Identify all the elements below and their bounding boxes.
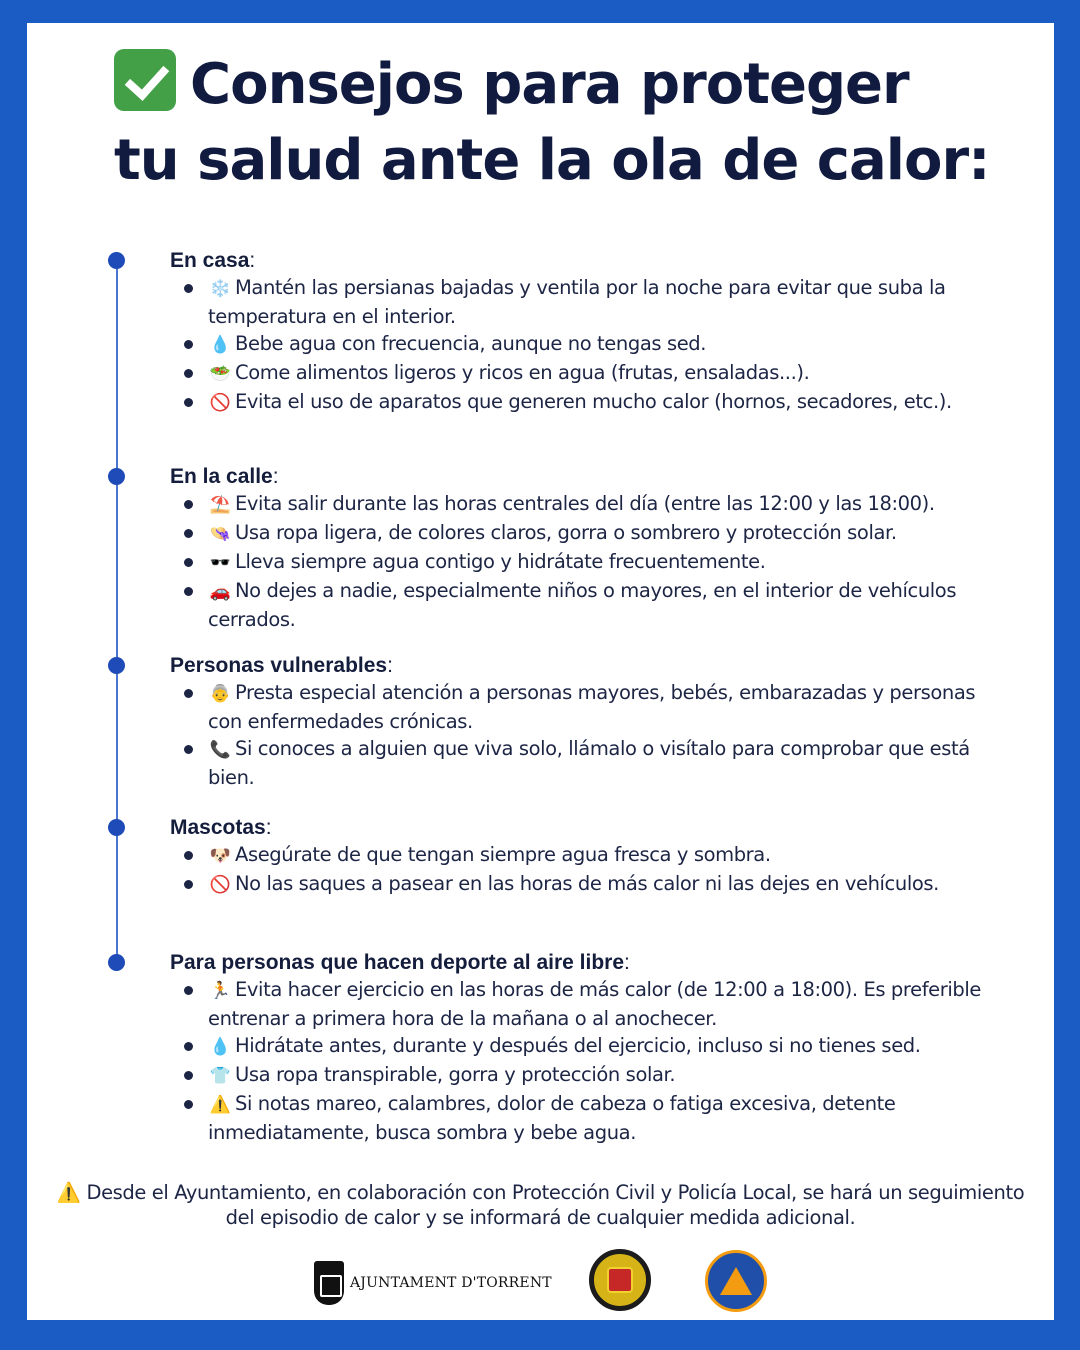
proteccion-civil-badge	[705, 1250, 767, 1312]
title-line-1	[114, 47, 1014, 123]
tips-list	[208, 841, 998, 899]
ajuntament-torrent-logo	[314, 1260, 552, 1306]
warning-icon: ⚠️	[209, 1095, 231, 1115]
tips-list	[208, 976, 998, 1146]
timeline-dot	[108, 468, 125, 485]
list-item: 🏃 Evita hacer ejercicio en las horas de más calor (de 12:00 a 18:00). Es preferible entrenar a primera hora de la mañana o al anochecer.	[208, 976, 998, 1032]
list-item: 🚫 Evita el uso de aparatos que generen mucho calor (hornos, secadores, etc.).	[208, 388, 998, 417]
runner-icon: 🏃	[209, 981, 231, 1001]
tshirt-icon: 👕	[209, 1066, 231, 1086]
timeline-dot	[108, 252, 125, 269]
page-title	[114, 47, 1014, 199]
list-item: 💧 Bebe agua con frecuencia, aunque no tengas sed.	[208, 330, 998, 359]
sunglasses-icon: 🕶️	[209, 553, 231, 573]
footer-note: ⚠️ Desde el Ayuntamiento, en colaboración con Protección Civil y Policía Local, se hará un seguimiento del episodio de calor y se informará de cualquier medida adicional.	[56, 1181, 1025, 1229]
elderly-person-icon: 👵	[209, 684, 231, 704]
prohibited-icon: 🚫	[209, 393, 231, 413]
dog-icon: 🐶	[209, 846, 231, 866]
list-item: 🥗 Come alimentos ligeros y ricos en agua (frutas, ensaladas...).	[208, 359, 998, 388]
police-shield-icon	[607, 1267, 633, 1293]
section-heading: En la calle:	[170, 465, 279, 488]
list-item: 🐶 Asegúrate de que tengan siempre agua fresca y sombra.	[208, 841, 998, 870]
section-heading: Personas vulnerables:	[170, 654, 393, 677]
car-icon: 🚗	[209, 582, 231, 602]
prohibited-icon: 🚫	[209, 875, 231, 895]
list-item: 👕 Usa ropa transpirable, gorra y protección solar.	[208, 1061, 998, 1090]
logo-text: AJUNTAMENT D'TORRENT	[350, 1275, 552, 1291]
list-item: ⚠️ Si notas mareo, calambres, dolor de cabeza o fatiga excesiva, detente inmediatamente, busca sombra y bebe agua.	[208, 1090, 998, 1146]
timeline-dot	[108, 657, 125, 674]
civil-protection-triangle-icon	[720, 1267, 752, 1295]
list-item: 🚗 No dejes a nadie, especialmente niños o mayores, en el interior de vehículos cerrados.	[208, 577, 998, 633]
list-item: 🕶️ Lleva siempre agua contigo y hidrátate frecuentemente.	[208, 548, 998, 577]
title-line-1-text: Consejos para proteger	[190, 52, 909, 117]
tips-list	[208, 679, 998, 791]
poster-card	[27, 23, 1054, 1320]
list-item: ❄️ Mantén las persianas bajadas y ventila por la noche para evitar que suba la temperatura en el interior.	[208, 274, 998, 330]
section-heading: En casa:	[170, 249, 256, 272]
list-item: 📞 Si conoces a alguien que viva solo, llámalo o visítalo para comprobar que está bien.	[208, 735, 998, 791]
list-item: 👵 Presta especial atención a personas mayores, bebés, embarazadas y personas con enfermedades crónicas.	[208, 679, 998, 735]
policia-local-badge	[589, 1249, 651, 1311]
list-item: 💧 Hidrátate antes, durante y después del ejercicio, incluso si no tienes sed.	[208, 1032, 998, 1061]
coat-of-arms-icon	[314, 1261, 344, 1305]
list-item: 👒 Usa ropa ligera, de colores claros, gorra o sombrero y protección solar.	[208, 519, 998, 548]
tips-list	[208, 490, 998, 633]
warning-icon: ⚠️	[56, 1181, 81, 1204]
umbrella-icon: ⛱️	[209, 495, 231, 515]
tips-list	[208, 274, 998, 417]
snowflake-icon: ❄️	[209, 279, 231, 299]
check-mark-icon	[114, 49, 176, 111]
timeline-line	[116, 263, 118, 963]
salad-icon: 🥗	[209, 364, 231, 384]
droplet-icon: 💧	[209, 1037, 231, 1057]
list-item: 🚫 No las saques a pasear en las horas de más calor ni las dejes en vehículos.	[208, 870, 998, 899]
hat-icon: 👒	[209, 524, 231, 544]
list-item: ⛱️ Evita salir durante las horas centrales del día (entre las 12:00 y las 18:00).	[208, 490, 998, 519]
title-line-2: tu salud ante la ola de calor:	[114, 128, 990, 193]
phone-icon: 📞	[209, 740, 231, 760]
section-heading: Mascotas:	[170, 816, 272, 839]
section-heading: Para personas que hacen deporte al aire libre:	[170, 951, 630, 974]
timeline-dot	[108, 819, 125, 836]
timeline-dot	[108, 954, 125, 971]
droplet-icon: 💧	[209, 335, 231, 355]
